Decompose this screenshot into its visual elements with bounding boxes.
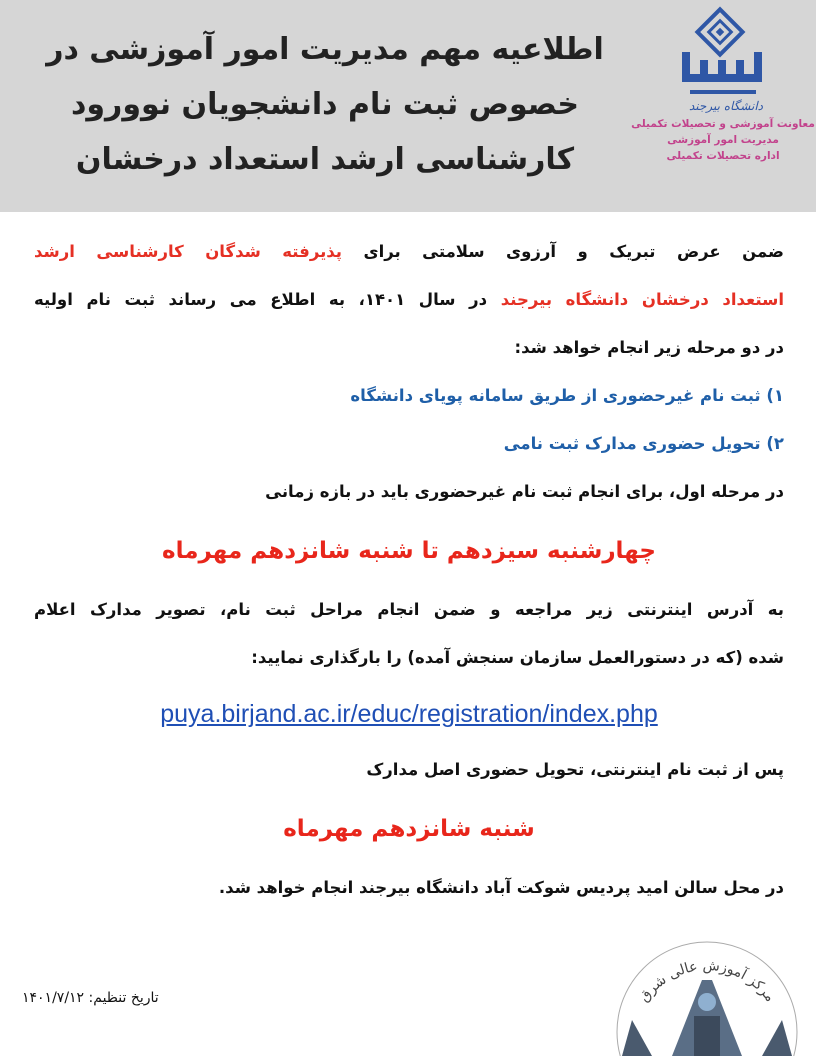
body-line-3: در دو مرحله زیر انجام خواهد شد: xyxy=(514,338,784,357)
highlight-talent: استعداد درخشان دانشگاه بیرجند xyxy=(500,290,784,309)
step-1: ۱) ثبت نام غیرحضوری از طریق سامانه پویای دانشگاه xyxy=(350,386,784,405)
instructions-line-2: شده (که در دستورالعمل سازمان سنجش آمده) را بارگذاری نمایید: xyxy=(251,648,784,667)
issue-date xyxy=(22,990,159,1006)
logo-caption-line: معاونت آموزشی و تحصیلات تکمیلی xyxy=(631,118,815,130)
body-text: در سال ۱۴۰۱، به اطلاع می رساند ثبت نام اولیه xyxy=(34,290,501,309)
logo-caption-line: اداره تحصیلات تکمیلی xyxy=(666,150,780,162)
body-line-1 xyxy=(34,228,784,276)
logo-caption xyxy=(630,116,816,164)
stage1-dates: چهارشنبه سیزدهم تا شنبه شانزدهم مهرماه xyxy=(162,538,656,564)
title-line: اطلاعیه مهم مدیریت امور آموزشی در xyxy=(46,32,604,67)
date-value: ۱۴۰۱/۷/۱۲ xyxy=(22,990,85,1006)
stage2-date: شنبه شانزدهم مهرماه xyxy=(283,816,535,842)
announcement-body xyxy=(34,228,784,912)
seal-text: مرکز آموزش عالی شرق xyxy=(636,957,779,1006)
after-online-text: پس از ثبت نام اینترنتی، تحویل حضوری اصل مدارک xyxy=(366,760,784,779)
body-text: ضمن عرض تبریک و آرزوی سلامتی برای xyxy=(342,242,784,261)
title-line: کارشناسی ارشد استعداد درخشان xyxy=(75,142,575,177)
highlight-accepted: پذیرفته شدگان کارشناسی ارشد xyxy=(34,242,343,261)
seal-logo-icon xyxy=(612,920,802,1056)
body-line-2 xyxy=(34,276,784,324)
location-text: در محل سالن امید پردیس شوکت آباد دانشگاه بیرجند انجام خواهد شد. xyxy=(218,878,784,897)
registration-link[interactable]: puya.birjand.ac.ir/educ/registration/index.php xyxy=(160,700,658,728)
date-label: تاریخ تنظیم: xyxy=(88,990,159,1006)
page-title xyxy=(20,22,630,187)
logo-text: دانشگاه بیرجند xyxy=(688,99,764,113)
university-logo-icon xyxy=(664,6,776,116)
step-2: ۲) تحویل حضوری مدارک ثبت نامی xyxy=(503,434,784,453)
instructions-line-1: به آدرس اینترنتی زیر مراجعه و ضمن انجام مراحل ثبت نام، تصویر مدارک اعلام xyxy=(34,600,784,619)
logo-caption-line: مدیریت امور آموزشی xyxy=(667,134,779,146)
header-banner xyxy=(0,0,816,212)
title-line: خصوص ثبت نام دانشجویان نوورود xyxy=(71,87,579,122)
stage1-intro: در مرحله اول، برای انجام ثبت نام غیرحضوری باید در بازه زمانی xyxy=(265,482,784,501)
